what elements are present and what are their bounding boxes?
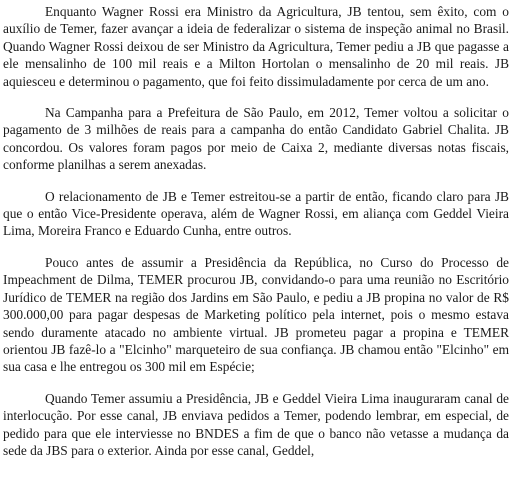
paragraph-wagner-rossi: Enquanto Wagner Rossi era Ministro da Agricultura, JB tentou, sem êxito, com o auxílio de Temer, fazer avançar a ideia de federalizar o sistema de inspeção animal no Brasil. Quando Wagner Rossi deixou de ser Ministro da Agricultura, Temer pediu a JB que pagasse a ele mensalinho de 100 mil reais e a Milton Hortolan o mensalinho de 20 mil reais. JB aquiesceu e determinou o pagamento, que foi feito dissimuladamente por cerca de um ano. <box>3 4 509 89</box>
paragraph-relacionamento: O relacionamento de JB e Temer estreitou-se a partir de então, ficando claro para JB que o então Vice-Presidente operava, além de Wagner Rossi, em aliança com Geddel Vieira Lima, Moreira Franco e Eduardo Cunha, entre outros. <box>3 188 509 239</box>
paragraph-campanha-sao-paulo: Na Campanha para a Prefeitura de São Paulo, em 2012, Temer voltou a solicitar o pagamento de 3 milhões de reais para a campanha do então Candidato Gabriel Chalita. JB concordou. Os valores foram pagos por meio de Caixa 2, mediante diversas notas fiscais, conforme planilhas a serem anexadas. <box>3 105 509 173</box>
paragraph-impeachment: Pouco antes de assumir a Presidência da República, no Curso do Processo de Impeachment de Dilma, TEMER procurou JB, convidando-o para uma reunião no Escritório Jurídico de TEMER na região dos Jardins em São Paulo, e pediu a JB propina no valor de R$ 300.000,00 para pagar despesas de Marketing político pela internet, pois o mesmo estava sendo duramente atacado no ambiente virtual. JB prometeu pagar a propina e TEMER orientou JB fazê-lo a "Elcinho" marqueteiro de sua confiança. JB chamou então "Elcinho" em sua casa e lhe entregou os 300 mil em Espécie; <box>3 254 509 375</box>
paragraph-presidencia: Quando Temer assumiu a Presidência, JB e Geddel Vieira Lima inauguraram canal de interlocução. Por esse canal, JB enviava pedidos a Temer, podendo lembrar, em especial, de pedido para que ele interviesse no BNDES a fim de que o banco não vetasse a mudança da sede da JBS para o exterior. Ainda por esse canal, Geddel, <box>3 390 509 458</box>
document-page <box>3 3 509 459</box>
